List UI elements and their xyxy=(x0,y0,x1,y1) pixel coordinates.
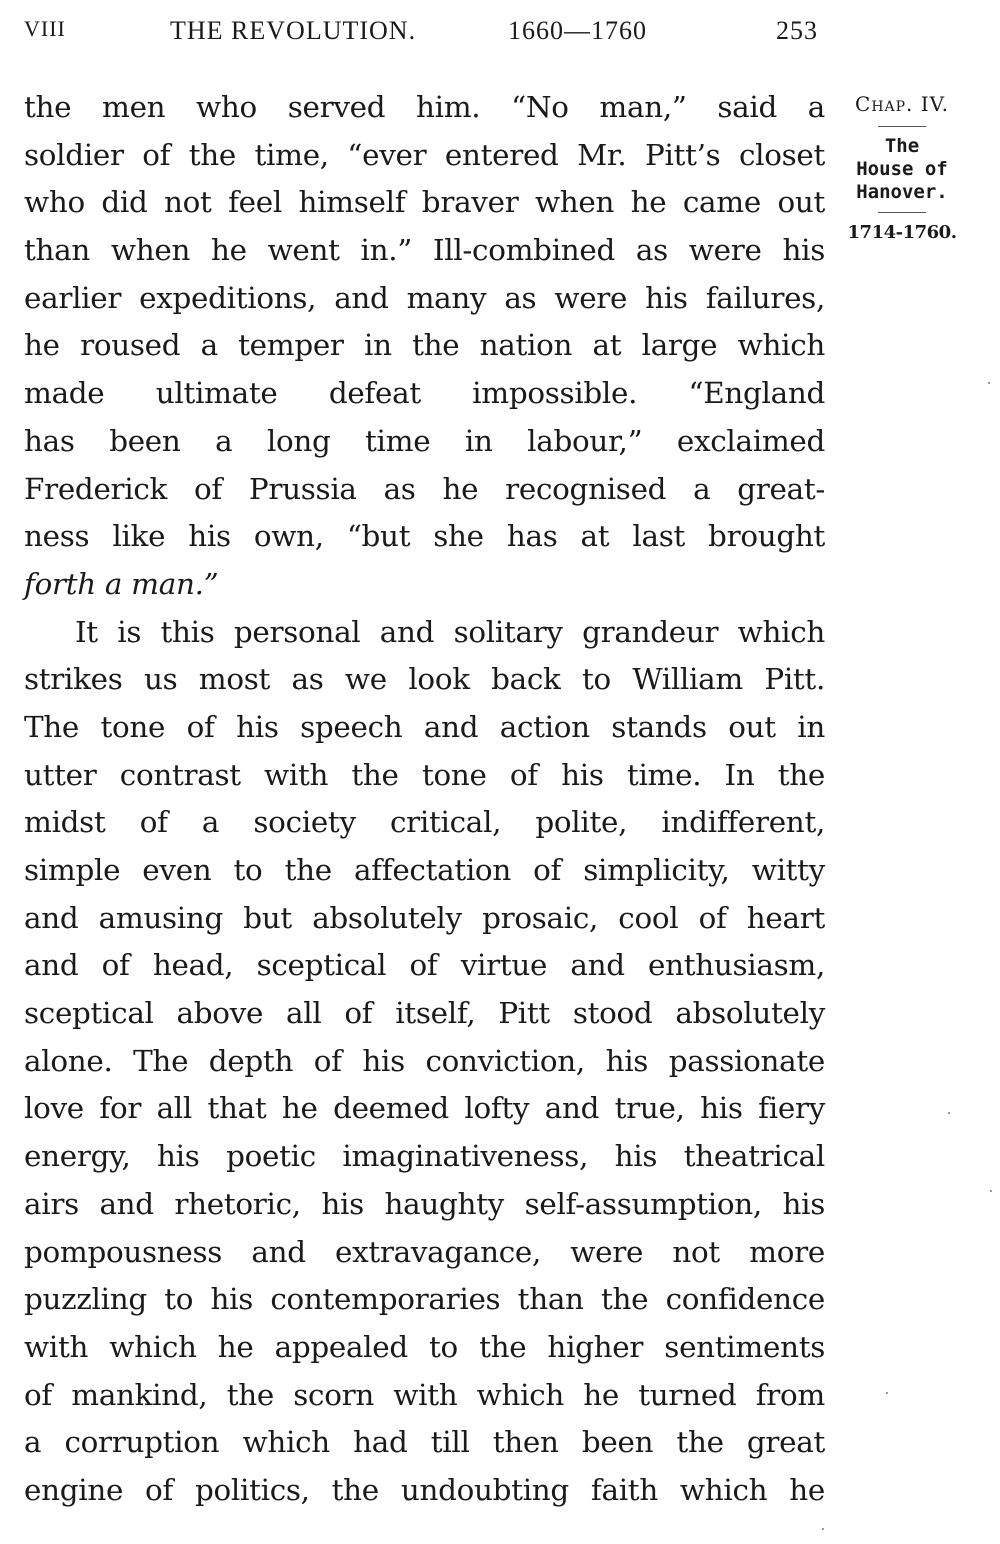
sidenote-subject-line: House of xyxy=(856,158,948,180)
text-line: of mankind, the scorn with which he turned from xyxy=(24,1377,825,1412)
sidenote-subject-line: Hanover. xyxy=(856,181,948,203)
text-line: engine of politics, the undoubting faith which he xyxy=(24,1472,825,1507)
text-line: Frederick of Prussia as he recognised a great- xyxy=(24,471,825,506)
text-line: soldier of the time, “ever entered Mr. Pitt’s closet xyxy=(24,137,825,172)
page-number: 253 xyxy=(776,16,818,45)
running-header xyxy=(24,16,824,56)
text-line: has been a long time in labour,” exclaimed xyxy=(24,423,825,458)
text-line: with which he appealed to the higher sentiments xyxy=(24,1329,825,1364)
margin-sidenote xyxy=(838,90,966,245)
print-speck xyxy=(990,1190,992,1192)
sidenote-dates: 1714-1760. xyxy=(847,222,957,243)
sidenote-subject-line: The xyxy=(884,135,920,157)
text-line: sceptical above all of itself, Pitt stood absolutely xyxy=(24,996,825,1031)
text-line: The tone of his speech and action stands out in xyxy=(24,709,825,744)
print-speck xyxy=(886,1392,888,1394)
text-line: who did not feel himself braver when he came out xyxy=(24,185,825,220)
sidenote-chapter: Chap. IV. xyxy=(855,92,949,116)
text-line-paragraph-end: forth a man.” xyxy=(24,566,219,601)
text-line: midst of a society critical, polite, indifferent, xyxy=(24,805,825,840)
header-title: THE REVOLUTION. xyxy=(170,16,417,45)
text-line: pompousness and extravagance, were not more xyxy=(24,1234,825,1269)
text-line-paragraph-start: It is this personal and solitary grandeur which xyxy=(75,614,825,649)
text-line: strikes us most as we look back to William Pitt. xyxy=(24,662,825,697)
text-line: he roused a temper in the nation at large which xyxy=(24,328,825,363)
text-line: utter contrast with the tone of his time. In the xyxy=(24,757,825,792)
text-line: and amusing but absolutely prosaic, cool of heart xyxy=(24,900,825,935)
sidenote-divider xyxy=(878,126,926,127)
body-text xyxy=(24,84,825,1515)
print-speck xyxy=(822,1528,824,1530)
print-speck xyxy=(948,1112,950,1114)
text-line: airs and rhetoric, his haughty self-assumption, his xyxy=(24,1186,825,1221)
header-dates: 1660—1760 xyxy=(508,16,647,45)
print-speck xyxy=(988,382,990,384)
text-line: alone. The depth of his conviction, his passionate xyxy=(24,1043,825,1078)
text-line: puzzling to his contemporaries than the confidence xyxy=(24,1282,825,1317)
text-line: than when he went in.” Ill-combined as were his xyxy=(24,233,825,268)
text-line: simple even to the affectation of simplicity, witty xyxy=(24,853,825,887)
text-line: love for all that he deemed lofty and true, his fiery xyxy=(24,1091,825,1126)
text-line: a corruption which had till then been the great xyxy=(24,1425,825,1460)
text-line: the men who served him. “No man,” said a xyxy=(24,90,825,124)
text-line: earlier expeditions, and many as were his failures, xyxy=(24,280,825,315)
sidenote-divider xyxy=(878,212,926,213)
text-line: energy, his poetic imaginativeness, his theatrical xyxy=(24,1139,825,1174)
text-line: and of head, sceptical of virtue and enthusiasm, xyxy=(24,948,825,983)
text-line: made ultimate defeat impossible. “England xyxy=(24,376,825,411)
text-line: ness like his own, “but she has at last brought xyxy=(24,519,825,554)
header-section-numeral: VIII xyxy=(24,16,66,41)
